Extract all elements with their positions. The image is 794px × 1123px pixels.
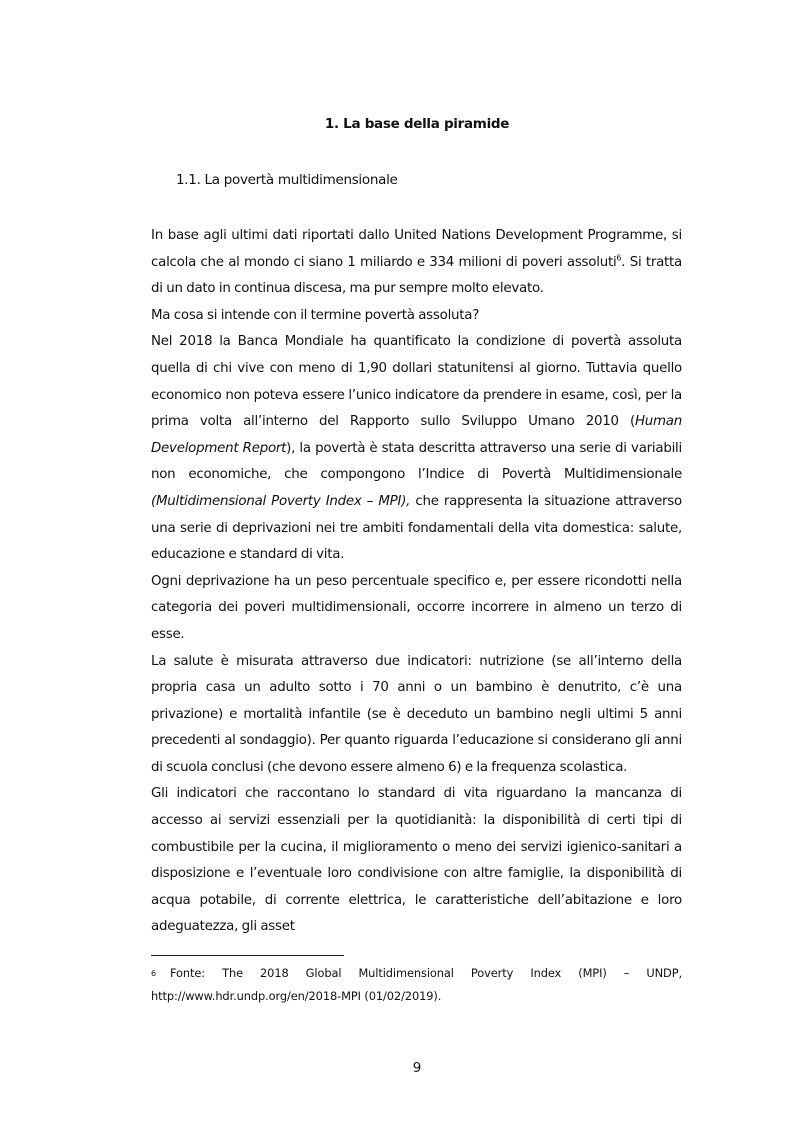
footnote-reference: 6	[616, 253, 622, 263]
paragraph-6: Gli indicatori che raccontano lo standard di vita riguardano la mancanza di accesso ai servizi essenziali per la quotidianità: la disponibilità di certi tipi di combustibile per la cucina, il miglioramento o meno dei servizi igienico-sanitari a disposizione e l’eventuale loro condivisione con altre famiglie, la disponibilità di acqua potabile, di corrente elettrica, le caratteristiche dell’abitazione e loro adeguatezza, gli asset	[151, 786, 682, 935]
paragraph-3-text-cont: ), la povertà è stata descritta attraverso una serie di variabili non economiche, che compongono l’Indice di Povertà Multidimensionale	[151, 440, 682, 483]
footnote-separator	[151, 955, 344, 956]
page-number: 9	[412, 1060, 422, 1076]
paragraph-3-text: Nel 2018 la Banca Mondiale ha quantificato la condizione di povertà assoluta quella di chi vive con meno di 1,90 dollari statunitensi al giorno. Tuttavia quello economico non poteva essere l’unico indicatore da prendere in esame, così, per la prima volta all’interno del Rapporto sullo Sviluppo Umano 2010 (	[151, 334, 682, 430]
paragraph-3-italic-2: (Multidimensional Poverty Index – MPI),	[151, 493, 411, 509]
chapter-title: 1. La base della piramide	[324, 116, 510, 132]
body-text	[151, 223, 682, 941]
footnote-number: 6	[151, 969, 156, 978]
paragraph-2: Ma cosa si intende con il termine povertà assoluta?	[151, 307, 480, 323]
paragraph-3	[151, 329, 682, 568]
paragraph-1	[151, 223, 682, 303]
paragraph-3-text-end: che rappresenta la situazione attraverso una serie di deprivazioni nei tre ambiti fondamentali della vita domestica: salute, educazione e standard di vita.	[151, 493, 682, 563]
paragraph-3-italic-1: Human Development Report	[151, 414, 682, 456]
footnote-text: Fonte: The 2018 Global Multidimensional Poverty Index (MPI) – UNDP, http://www.hdr.undp.org/en/2018-MPI (01/02/2019).	[151, 966, 682, 1003]
section-title: 1.1. La povertà multidimensionale	[176, 172, 398, 188]
paragraph-4: Ogni deprivazione ha un peso percentuale specifico e, per essere ricondotti nella categoria dei poveri multidimensionali, occorre incorrere in almeno un terzo di esse.	[151, 573, 682, 642]
paragraph-5: La salute è misurata attraverso due indicatori: nutrizione (se all’interno della propria casa un adulto sotto i 70 anni o un bambino è denutrito, c’è una privazione) e mortalità infantile (se è deceduto un bambino negli ultimi 5 anni precedenti al sondaggio). Per quanto riguarda l’educazione si considerano gli anni di scuola conclusi (che devono essere almeno 6) e la frequenza scolastica.	[151, 653, 682, 775]
footnote	[151, 962, 682, 1008]
paragraph-1-text: In base agli ultimi dati riportati dallo United Nations Development Programme, si calcola che al mondo ci siano 1 miliardo e 334 milioni di poveri assoluti	[151, 228, 682, 270]
paragraph-1-text-cont: . Si tratta di un dato in continua discesa, ma pur sempre molto elevato.	[151, 254, 682, 297]
